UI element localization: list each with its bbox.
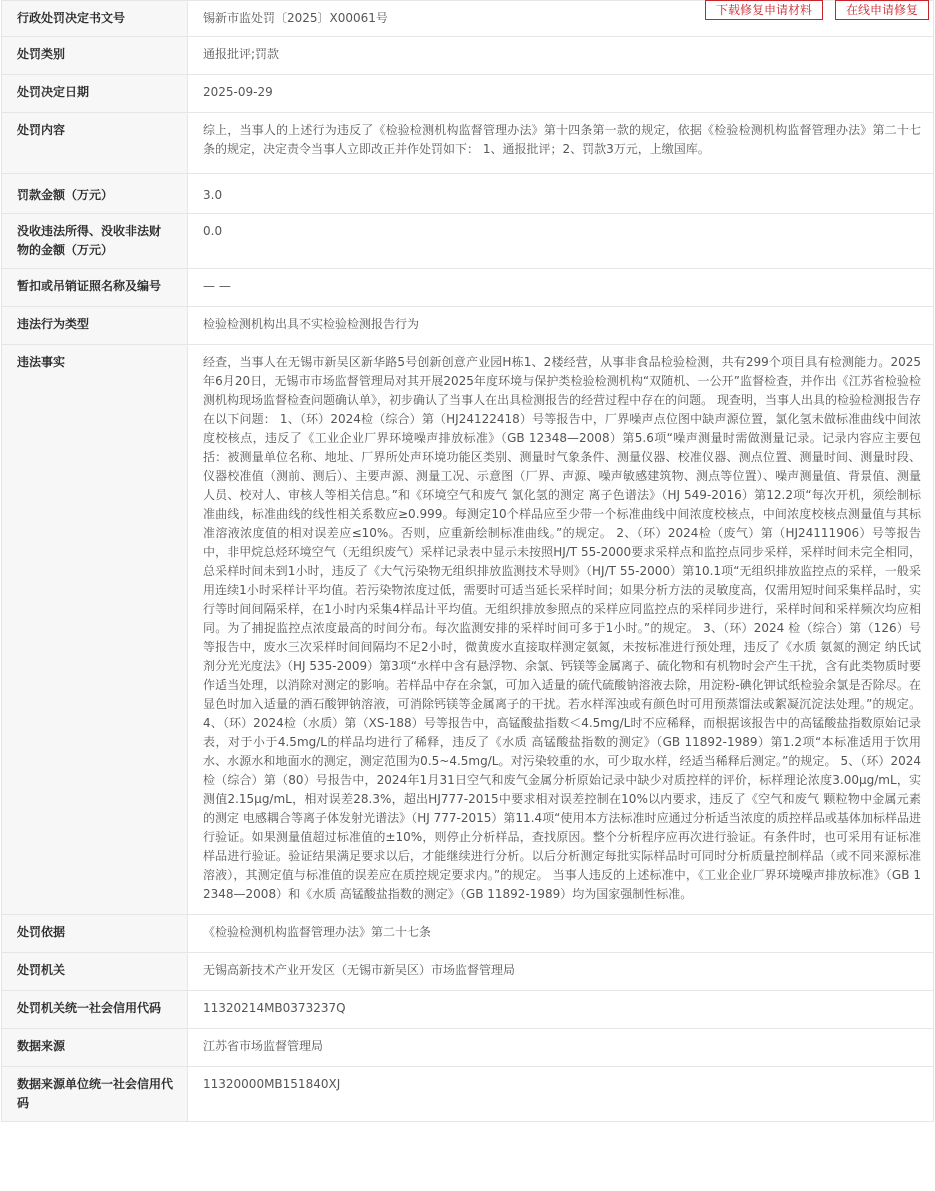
penalty-authority-label: 处罚机关 <box>2 953 188 991</box>
fine-amount-value: 3.0 <box>188 174 934 214</box>
decision-number-cell <box>188 1 934 37</box>
source-credit-code-value: 11320000MB151840XJ <box>188 1067 934 1122</box>
fine-amount-label: 罚款金额（万元） <box>2 174 188 214</box>
row-license-suspension <box>2 269 934 307</box>
row-source-credit-code <box>2 1067 934 1122</box>
row-authority-credit-code <box>2 991 934 1029</box>
decision-date-value: 2025-09-29 <box>188 75 934 113</box>
data-source-value: 江苏省市场监督管理局 <box>188 1029 934 1067</box>
repair-actions <box>705 0 929 20</box>
confiscation-amount-label: 没收违法所得、没收非法财物的金额（万元） <box>2 214 188 269</box>
authority-credit-code-value: 11320214MB0373237Q <box>188 991 934 1029</box>
violation-type-value: 检验检测机构出具不实检验检测报告行为 <box>188 307 934 345</box>
data-source-label: 数据来源 <box>2 1029 188 1067</box>
row-data-source <box>2 1029 934 1067</box>
row-confiscation-amount <box>2 214 934 269</box>
source-credit-code-label: 数据来源单位统一社会信用代码 <box>2 1067 188 1122</box>
row-decision-number <box>2 1 934 37</box>
decision-number-value: 锡新市监处罚〔2025〕X00061号 <box>203 11 388 25</box>
violation-facts-label: 违法事实 <box>2 345 188 915</box>
penalty-category-label: 处罚类别 <box>2 37 188 75</box>
penalty-content-value: 综上，当事人的上述行为违反了《检验检测机构监督管理办法》第十四条第一款的规定，依据《检验检测机构监督管理办法》第二十七条的规定，决定责令当事人立即改正并作处罚如下： 1、通报批评；2、罚款3万元，上缴国库。 <box>188 113 934 174</box>
penalty-content-label: 处罚内容 <box>2 113 188 174</box>
penalty-basis-label: 处罚依据 <box>2 915 188 953</box>
row-violation-type <box>2 307 934 345</box>
row-fine-amount <box>2 174 934 214</box>
row-penalty-content <box>2 113 934 174</box>
online-repair-apply-button[interactable]: 在线申请修复 <box>835 0 929 20</box>
penalty-record-table <box>1 0 934 1122</box>
row-penalty-category <box>2 37 934 75</box>
decision-number-label: 行政处罚决定书文号 <box>2 1 188 37</box>
license-suspension-label: 暂扣或吊销证照名称及编号 <box>2 269 188 307</box>
penalty-authority-value: 无锡高新技术产业开发区（无锡市新吴区）市场监督管理局 <box>188 953 934 991</box>
authority-credit-code-label: 处罚机关统一社会信用代码 <box>2 991 188 1029</box>
download-repair-materials-button[interactable]: 下载修复申请材料 <box>705 0 823 20</box>
row-decision-date <box>2 75 934 113</box>
license-suspension-value: — — <box>188 269 934 307</box>
row-penalty-basis <box>2 915 934 953</box>
penalty-category-value: 通报批评;罚款 <box>188 37 934 75</box>
row-penalty-authority <box>2 953 934 991</box>
violation-facts-value: 经查，当事人在无锡市新吴区新华路5号创新创意产业园H栋1、2楼经营，从事非食品检验检测，共有299个项目具有检测能力。2025年6月20日，无锡市市场监督管理局对其开展2025年度环境与保护类检验检测机构“双随机、一公开”监督检查，并作出《江苏省检验检测机构现场监督检查问题确认单》，初步确认了当事人在出具检测报告的经营过程中存在的问题。 现查明，当事人出具的检验检测报告存在以下问题： 1、（环）2024检（综合）第（HJ24122418）号等报告中，厂界噪声点位图中缺声源位置，氯化氢未做标准曲线中间浓度校核点，违反了《工业企业厂界环境噪声排放标准》（GB 12348—2008）第5.6项“噪声测量时需做测量记录。记录内容应主要包括：被测量单位名称、地址、厂界所处声环境功能区类别、测量时气象条件、测量仪器、校准仪器、测点位置、测量时间、测量时段、仪器校准值（测前、测后）、主要声源、测量工况、示意图（厂界、声源、噪声敏感建筑物、测点等位置）、噪声测量值、背景值、测量人员、校对人、审核人等相关信息。”和《环境空气和废气 氯化氢的测定 离子色谱法》（HJ 549-2016）第12.2项“每次开机，须绘制标准曲线，标准曲线的线性相关系数应≥0.999。每测定10个样品应至少带一个标准曲线中间浓度校核点，中间浓度校核点测量值与其标准溶液浓度值的相对误差应≤10%。否则，应重新绘制标准曲线。”的规定。 2、（环）2024检（废气）第（HJ24111906）号等报告中，非甲烷总烃环境空气（无组织废气）采样记录表中显示未按照HJ/T 55-2000要求采样点和监控点同步采样，采样时间未完全相同，总采样时间未到1小时，违反了《大气污染物无组织排放监测技术导则》（HJ/T 55-2000）第10.1项“无组织排放监控点的采样，一般采用连续1小时采样计平均值。若污染物浓度过低，需要时可适当延长采样时间；如果分析方法的灵敏度高，仅需用短时间采集样品时，实行等时间间隔采样，在1小时内采集4样品计平均值。无组织排放参照点的采样应同监控点的采样同步进行，采样时间和采样频次均应相同。为了捕捉监控点浓度最高的时间分布。每次监测安排的采样时间可多于1小时。”的规定。 3、（环）2024 检（综合）第（126）号等报告中，废水三次采样时间间隔均不足2小时，微黄废水直接取样测定氨氮，未按标准进行预处理，违反了《水质 氨氮的测定 纳氏试剂分光光度法》（HJ 535-2009）第3项“水样中含有悬浮物、余氯、钙镁等金属离子、硫化物和有机物时会产生干扰，含有此类物质时要作适当处理，以消除对测定的影响。若样品中存在余氯，可加入适量的硫代硫酸钠溶液去除，用淀粉-碘化钾试纸检验余氯是否除尽。在显色时加入适量的酒石酸钾钠溶液，可消除钙镁等金属离子的干扰。若水样浑浊或有颜色时可用预蒸馏法或絮凝沉淀法处理。”的规定。 4、（环）2024检（水质）第（XS-188）号等报告中，高锰酸盐指数＜4.5mg/L时不应稀释，而根据该报告中的高锰酸盐指数原始记录表，对于小于4.5mg/L的样品均进行了稀释，违反了《水质 高锰酸盐指数的测定》（GB 11892-1989）第1.2项“本标准适用于饮用水、水源水和地面水的测定，测定范围为0.5~4.5mg/L。对污染较重的水，可少取水样，经适当稀释后测定。”的规定。 5、（环）2024检（综合）第（80）号报告中，2024年1月31日空气和废气金属分析原始记录中缺少对质控样的评价，标样理论浓度3.00μg/mL，实测值2.15μg/mL，相对误差28.3%，超出HJ777-2015中要求相对误差控制在10%以内要求，违反了《空气和废气 颗粒物中金属元素的测定 电感耦合等离子体发射光谱法》（HJ 777-2015）第11.4项“使用本方法标准时应通过分析适当浓度的质控样品或基体加标样品进行验证。如果测量值超过标准值的±10%，则停止分析样品，查找原因。整个分析程序应再次进行验证。有条件时，也可采用有证标准样品进行验证。验证结果满足要求以后，才能继续进行分析。以后分析测定每批实际样品时可同时分析质量控制样品（或不同来源标准溶液），其测定值与标准值的误差应在质控规定要求内。”的规定。 当事人违反的上述标准中，《工业企业厂界环境噪声排放标准》（GB 12348—2008）和《水质 高锰酸盐指数的测定》（GB 11892-1989）均为国家强制性标准。 <box>188 345 934 915</box>
decision-date-label: 处罚决定日期 <box>2 75 188 113</box>
row-violation-facts <box>2 345 934 915</box>
confiscation-amount-value: 0.0 <box>188 214 934 269</box>
violation-type-label: 违法行为类型 <box>2 307 188 345</box>
penalty-basis-value: 《检验检测机构监督管理办法》第二十七条 <box>188 915 934 953</box>
